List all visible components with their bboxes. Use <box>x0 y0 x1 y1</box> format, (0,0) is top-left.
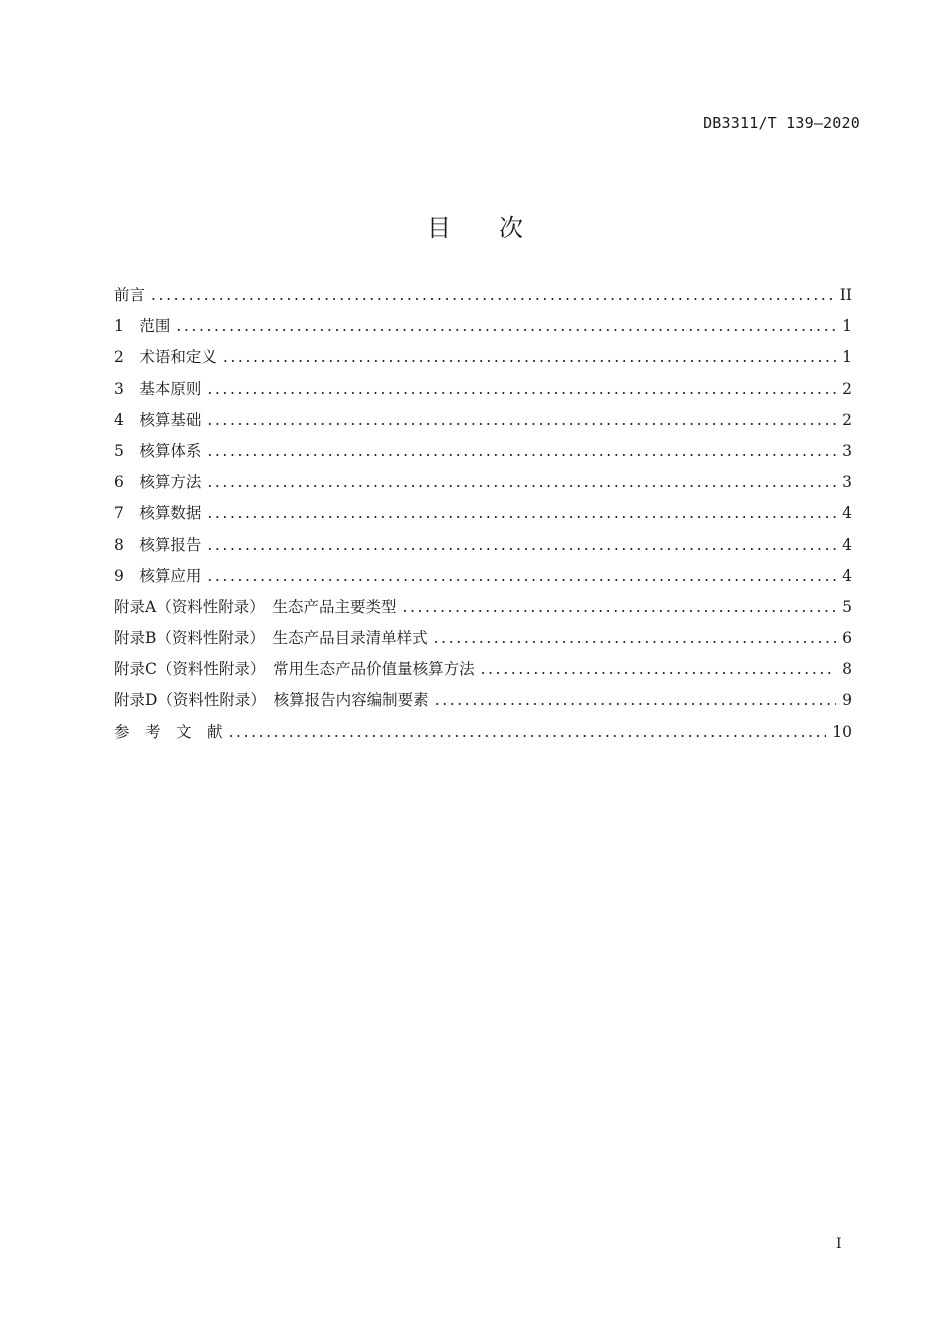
toc-entry[interactable] <box>114 595 852 626</box>
toc-entry-label: 5 核算体系 <box>114 441 202 460</box>
toc-entry-page: 9 <box>842 691 852 710</box>
toc-title: 目 次 <box>427 214 523 242</box>
toc-entry[interactable] <box>114 283 852 314</box>
toc-dot-leader <box>435 691 836 709</box>
toc-entry-page: 3 <box>842 473 852 492</box>
toc-entry[interactable] <box>114 345 852 376</box>
toc-entry-label: 3 基本原则 <box>114 379 202 398</box>
page-number: I <box>836 1236 842 1252</box>
toc-dot-leader <box>207 473 836 491</box>
toc-entry-label: 附录C（资料性附录） 常用生态产品价值量核算方法 <box>114 660 475 679</box>
toc-entry-page: 6 <box>842 629 852 648</box>
toc-entry[interactable] <box>114 657 852 688</box>
toc-entry-label: 9 核算应用 <box>114 566 202 585</box>
toc-entry-label: 附录B（资料性附录） 生态产品目录清单样式 <box>114 629 428 648</box>
toc-entry[interactable] <box>114 533 852 564</box>
toc-entry-page: 8 <box>842 660 852 679</box>
toc-entry-page: 1 <box>842 317 852 336</box>
toc-entry[interactable] <box>114 564 852 595</box>
toc-entry-page: 2 <box>842 379 852 398</box>
toc-entry-page: 10 <box>832 722 852 741</box>
toc-dot-leader <box>207 411 836 429</box>
toc-entry[interactable] <box>114 439 852 470</box>
toc-entry-page: 2 <box>842 410 852 429</box>
toc-entry-page: 4 <box>842 535 852 554</box>
toc-entry-label: 6 核算方法 <box>114 473 202 492</box>
toc-entry[interactable] <box>114 626 852 657</box>
toc-dot-leader <box>207 442 836 460</box>
toc-entry[interactable] <box>114 408 852 439</box>
document-code: DB3311/T 139—2020 <box>703 114 860 132</box>
toc-list <box>114 283 852 751</box>
toc-dot-leader <box>481 660 836 678</box>
toc-dot-leader <box>229 723 827 741</box>
toc-entry-page: 4 <box>842 566 852 585</box>
toc-entry-label: 1 范围 <box>114 317 171 336</box>
toc-dot-leader <box>207 380 836 398</box>
toc-entry-page: 5 <box>842 597 852 616</box>
toc-dot-leader <box>434 629 836 647</box>
toc-entry[interactable] <box>114 720 852 751</box>
toc-dot-leader <box>207 536 836 554</box>
toc-entry[interactable] <box>114 688 852 719</box>
toc-dot-leader <box>176 317 836 335</box>
toc-dot-leader <box>207 504 836 522</box>
toc-entry-label: 7 核算数据 <box>114 504 202 523</box>
toc-entry[interactable] <box>114 314 852 345</box>
toc-dot-leader <box>207 567 836 585</box>
toc-entry-label: 前言 <box>114 286 146 304</box>
toc-entry-label: 参 考 文 献 <box>114 722 223 741</box>
toc-entry-page: II <box>839 286 852 304</box>
toc-entry-page: 4 <box>842 504 852 523</box>
toc-entry-label: 8 核算报告 <box>114 535 202 554</box>
toc-dot-leader <box>223 348 836 366</box>
toc-dot-leader <box>402 598 836 616</box>
toc-entry-page: 3 <box>842 441 852 460</box>
toc-entry-label: 附录A（资料性附录） 生态产品主要类型 <box>114 597 397 616</box>
toc-entry[interactable] <box>114 377 852 408</box>
toc-entry-label: 2 术语和定义 <box>114 348 217 367</box>
toc-entry-page: 1 <box>842 348 852 367</box>
toc-dot-leader <box>151 286 834 304</box>
toc-entry[interactable] <box>114 501 852 532</box>
toc-entry-label: 附录D（资料性附录） 核算报告内容编制要素 <box>114 691 429 710</box>
toc-entry-label: 4 核算基础 <box>114 410 202 429</box>
toc-entry[interactable] <box>114 470 852 501</box>
